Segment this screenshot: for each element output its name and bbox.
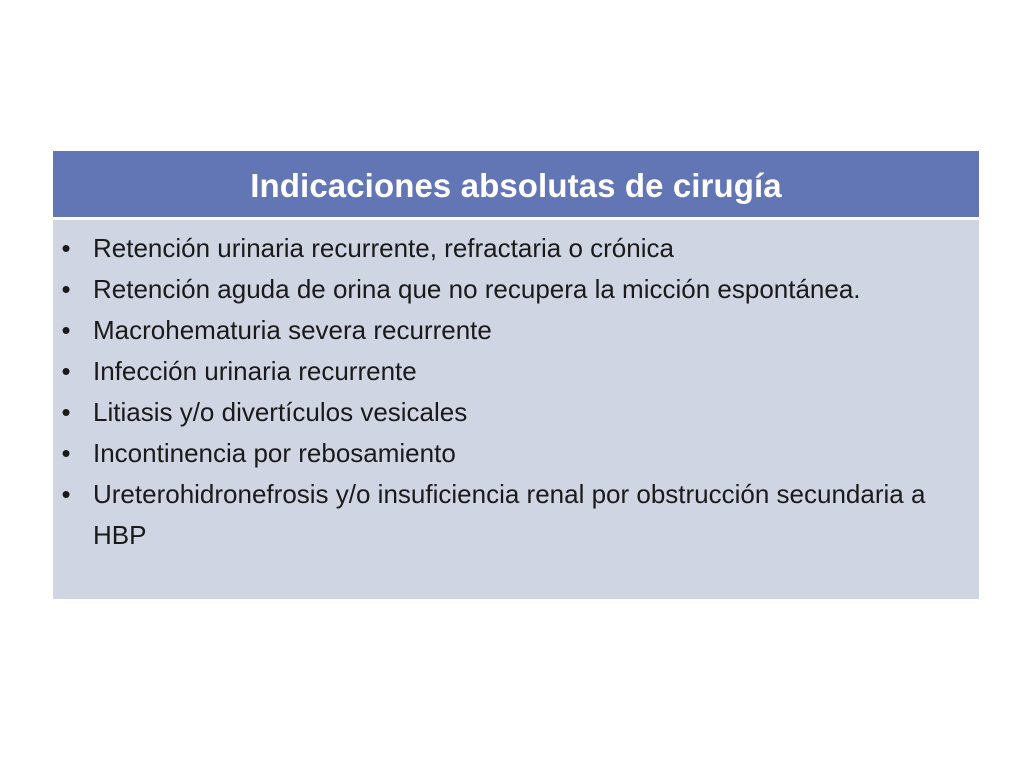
bullet-icon: • bbox=[61, 315, 71, 345]
list-item bbox=[53, 351, 969, 392]
bullet-icon: • bbox=[61, 233, 71, 263]
list-item bbox=[53, 433, 969, 474]
bullet-icon: • bbox=[61, 479, 71, 509]
list-item bbox=[53, 310, 969, 351]
list-item bbox=[53, 392, 969, 433]
list-item-text: Incontinencia por rebosamiento bbox=[93, 438, 456, 468]
bullet-icon: • bbox=[61, 274, 71, 304]
list-item-text: Macrohematuria severa recurrente bbox=[93, 315, 492, 345]
list-item bbox=[53, 474, 969, 556]
bullet-icon: • bbox=[61, 397, 71, 427]
list-item bbox=[53, 228, 969, 269]
indications-table bbox=[53, 151, 979, 599]
list-item-text: Litiasis y/o divertículos vesicales bbox=[93, 397, 468, 427]
table-header bbox=[53, 151, 979, 220]
list-item-text: Retención urinaria recurrente, refractaria o crónica bbox=[93, 233, 674, 263]
list-item-text: Infección urinaria recurrente bbox=[93, 356, 417, 386]
indications-list bbox=[53, 228, 969, 556]
list-item-text: Retención aguda de orina que no recupera la micción espontánea. bbox=[93, 274, 861, 304]
bullet-icon: • bbox=[61, 438, 71, 468]
table-title: Indicaciones absolutas de cirugía bbox=[250, 167, 782, 204]
list-item bbox=[53, 269, 969, 310]
bullet-icon: • bbox=[61, 356, 71, 386]
table-body bbox=[53, 220, 979, 599]
list-item-text: Ureterohidronefrosis y/o insuficiencia renal por obstrucción secundaria a HBP bbox=[93, 479, 926, 550]
